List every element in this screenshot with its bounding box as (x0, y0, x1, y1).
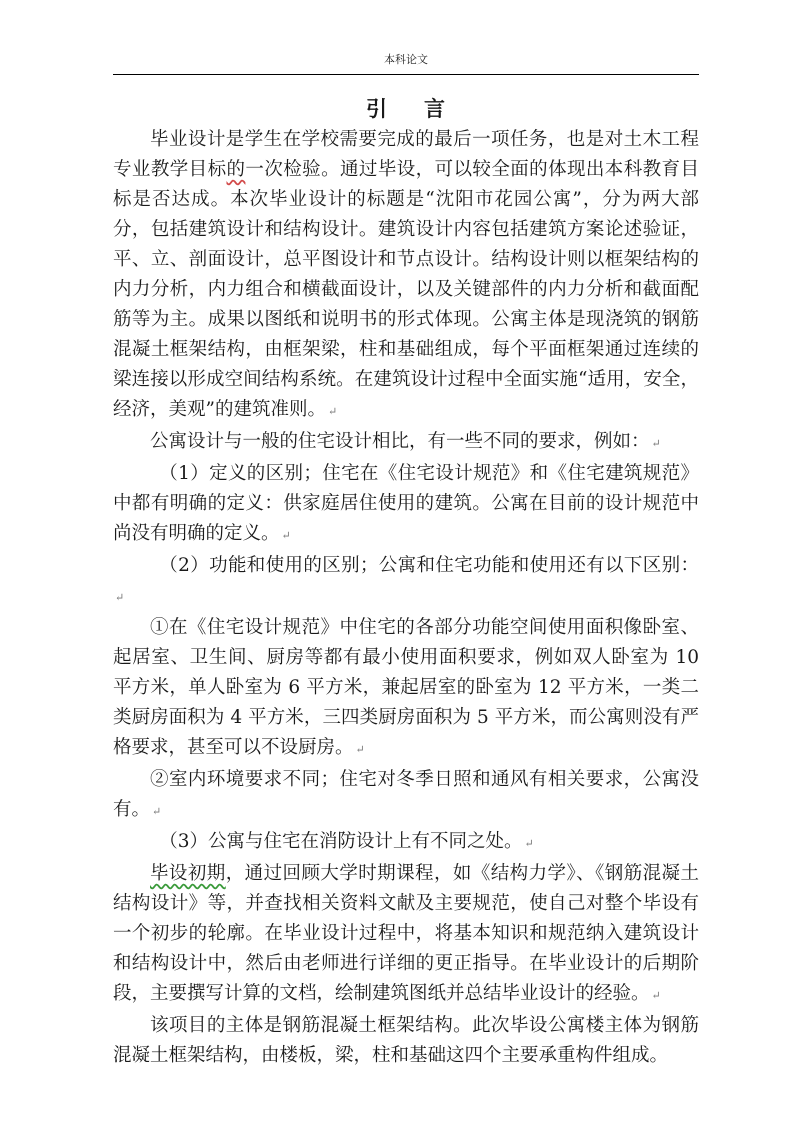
paragraph-item-3 (113, 827, 699, 859)
document-body (113, 125, 699, 1071)
paragraph-item-1-text: （1）定义的区别；住宅在《住宅设计规范》和《住宅建筑规范》中都有明确的定义：供家庭居住使用的建筑。公寓在目前的设计规范中尚没有明确的定义。 (113, 463, 699, 544)
paragraph-intro (113, 125, 699, 427)
paragraph-mark-icon: ↵ (524, 837, 534, 850)
header-text: 本科论文 (384, 53, 428, 66)
paragraph-subitem-2-text: ②室内环境要求不同；住宅对冬季日照和通风有相关要求，公寓没有。 (113, 769, 699, 820)
section-title (113, 94, 699, 124)
paragraph-intro-text-b: 的 (226, 159, 246, 180)
paragraph-item-2-text: （2）功能和使用的区别；公寓和住宅功能和使用还有以下区别： (159, 555, 699, 576)
paragraph-structure (113, 1011, 699, 1071)
paragraph-compare-text: 公寓设计与一般的住宅设计相比，有一些不同的要求，例如： (150, 431, 650, 452)
title-char-1: 引 (366, 96, 388, 121)
paragraph-process-text-b: ，通过回顾大学时期课程，如《结构力学》、《钢筋混凝土结构设计》等，并查找相关资料文献及主要规范，使自己对整个毕设有一个初步的轮廓。在毕业设计过程中，将基本知识和规范纳入建筑设计和结构设计中，然后由老师进行详细的更正指导。在毕业设计的后期阶段，主要撰写计算的文档，绘制建筑图纸并总结毕业设计的经验。 (113, 863, 699, 1004)
page-header (113, 52, 699, 75)
title-char-2: 言 (424, 96, 446, 121)
paragraph-item-2 (113, 551, 699, 613)
paragraph-mark-icon: ↵ (355, 743, 365, 756)
paragraph-mark-icon: ↵ (152, 805, 162, 818)
paragraph-process (113, 859, 699, 1011)
paragraph-subitem-1 (113, 613, 699, 765)
paragraph-item-1 (113, 459, 699, 551)
paragraph-structure-text: 该项目的主体是钢筋混凝土框架结构。此次毕设公寓楼主体为钢筋混凝土框架结构，由楼板，梁，柱和基础这四个主要承重构件组成。 (113, 1015, 699, 1066)
paragraph-compare (113, 427, 699, 459)
paragraph-item-3-text: （3）公寓与住宅在消防设计上有不同之处。 (159, 831, 523, 852)
paragraph-mark-icon: ↵ (281, 529, 291, 542)
paragraph-intro-text-a: 毕业设计是学生在学校需要完成的最后一项任务，也是对土木工程专业教学目标 (113, 129, 699, 180)
paragraph-subitem-2 (113, 765, 699, 827)
paragraph-subitem-1-text: ①在《住宅设计规范》中住宅的各部分功能空间使用面积像卧室、起居室、卫生间、厨房等都有最小使用面积要求，例如双人卧室为 10 平方米，单人卧室为 6 平方米，兼起居室的卧室为 12 平方米，一类二类厨房面积为 4 平方米，三四类厨房面积为 5 平方米，而公寓则没有严格要求，甚至可以不设厨房。 (113, 617, 699, 758)
paragraph-mark-icon: ↵ (115, 591, 125, 604)
paragraph-intro-text-c: 一次检验。通过毕设，可以较全面的体现出本科教育目标是否达成。本次毕业设计的标题是“沈阳市花园公寓”，分为两大部分，包括建筑设计和结构设计。建筑设计内容包括建筑方案论述验证，平、立、剖面设计，总平图设计和节点设计。结构设计则以框架结构的内力分析，内力组合和横截面设计，以及关键部件的内力分析和截面配筋等为主。成果以图纸和说明书的形式体现。公寓主体是现浇筑的钢筋混凝土框架结构，由框架梁，柱和基础组成，每个平面框架通过连续的梁连接以形成空间结构系统。在建筑设计过程中全面实施“适用，安全，经济，美观”的建筑准则。 (113, 159, 699, 420)
paragraph-mark-icon: ↵ (651, 437, 661, 450)
paragraph-mark-icon: ↵ (651, 989, 661, 1002)
paragraph-process-text-a: 毕设初期 (150, 863, 226, 884)
paragraph-mark-icon: ↵ (327, 405, 338, 418)
